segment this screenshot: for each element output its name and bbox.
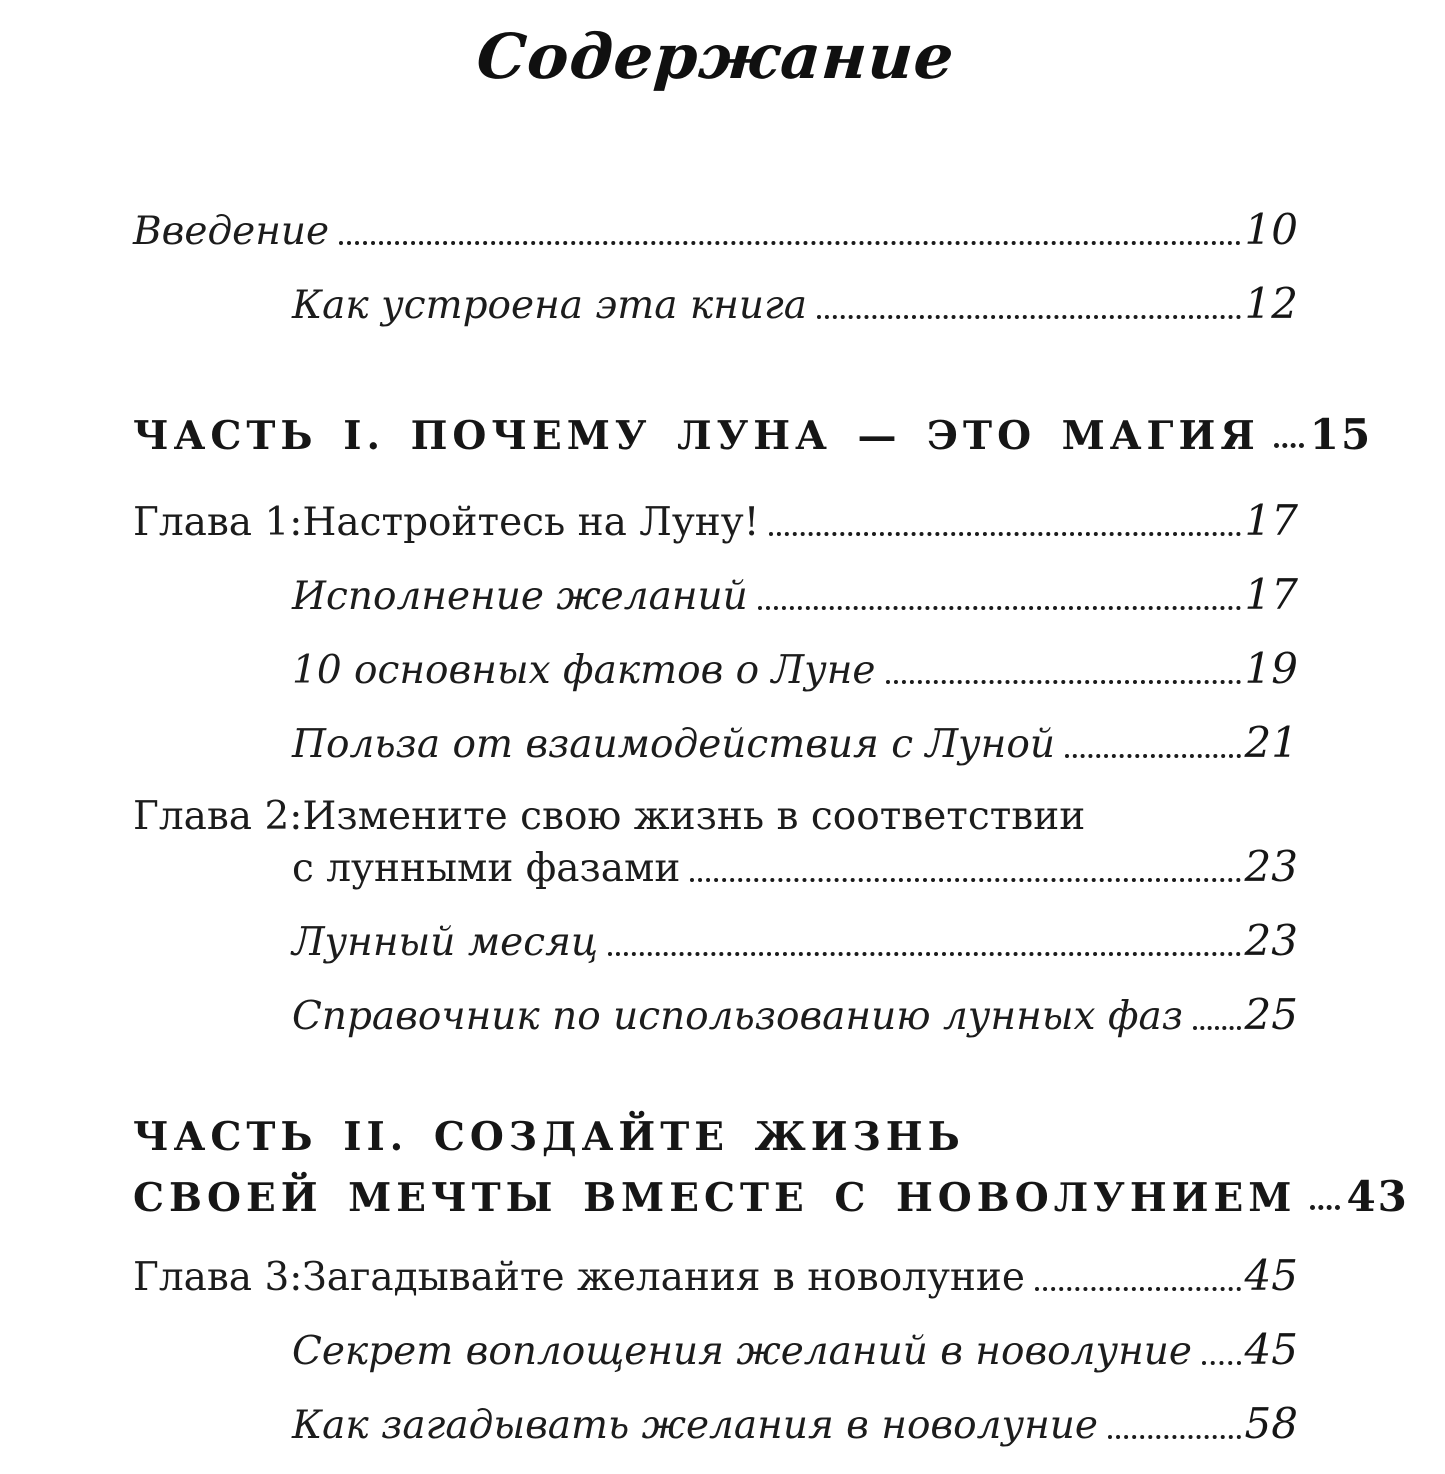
page-number: 10 bbox=[1244, 205, 1298, 254]
dot-leader bbox=[1193, 1026, 1241, 1030]
dot-leader bbox=[1108, 1435, 1241, 1439]
page-number: 19 bbox=[1244, 644, 1298, 693]
page-number: 12 bbox=[1244, 279, 1298, 328]
entry-text: Исполнение желаний bbox=[292, 574, 748, 619]
page-number: 45 bbox=[1244, 1251, 1298, 1300]
entry-text: Введение bbox=[133, 209, 330, 254]
page-number: 43 bbox=[1346, 1172, 1409, 1221]
page-number: 23 bbox=[1244, 916, 1298, 965]
page-number: 17 bbox=[1244, 570, 1298, 619]
entry-text: Справочник по использованию лунных фаз bbox=[292, 994, 1184, 1039]
part-heading-text: ЧАСТЬ II. СОЗДАЙТЕ ЖИЗНЬ bbox=[133, 1114, 965, 1160]
dot-leader bbox=[1065, 754, 1241, 758]
page-number: 17 bbox=[1244, 496, 1298, 545]
toc-row-10-moon-facts bbox=[292, 645, 1298, 695]
toc-row-chapter-2-line1 bbox=[133, 793, 1298, 841]
entry-text: Загадывайте желания в новолуние bbox=[302, 1255, 1025, 1300]
toc-row-part-1 bbox=[133, 410, 1373, 460]
entry-text: Секрет воплощения желаний в новолуние bbox=[292, 1329, 1192, 1374]
part-heading-text: СВОЕЙ МЕЧТЫ ВМЕСТЕ С НОВОЛУНИЕМ bbox=[133, 1175, 1297, 1221]
page-number: 25 bbox=[1244, 990, 1298, 1039]
toc-row-phases-handbook bbox=[292, 991, 1298, 1041]
chapter-label: Глава 3: bbox=[133, 1255, 303, 1300]
toc-row-chapter-3 bbox=[133, 1252, 1298, 1302]
page-title: Содержание bbox=[474, 20, 957, 93]
entry-text: Польза от взаимодействия с Луной bbox=[292, 722, 1055, 767]
dot-leader bbox=[758, 606, 1241, 610]
dot-leader bbox=[817, 315, 1241, 319]
dot-leader bbox=[1035, 1287, 1241, 1291]
entry-text: Измените свою жизнь в соответствии bbox=[302, 794, 1086, 839]
dot-leader bbox=[608, 952, 1240, 956]
toc-row-moon-benefits bbox=[292, 719, 1298, 769]
entry-text: Как загадывать желания в новолуние bbox=[292, 1403, 1098, 1448]
part-heading-text: ЧАСТЬ I. ПОЧЕМУ ЛУНА — ЭТО МАГИЯ bbox=[133, 413, 1260, 459]
toc-row-part-2-line2 bbox=[133, 1172, 1409, 1222]
entry-text: с лунными фазами bbox=[292, 846, 681, 891]
page-number: 15 bbox=[1309, 410, 1373, 459]
entry-text: Лунный месяц bbox=[292, 920, 599, 965]
dot-leader bbox=[769, 532, 1240, 536]
dot-leader bbox=[886, 680, 1241, 684]
chapter-label: Глава 2: bbox=[133, 794, 303, 839]
dot-leader bbox=[1274, 443, 1304, 448]
page-number: 23 bbox=[1244, 842, 1298, 891]
page-number: 58 bbox=[1244, 1399, 1298, 1448]
dot-leader bbox=[339, 241, 1240, 245]
page-number: 45 bbox=[1244, 1325, 1298, 1374]
table-of-contents bbox=[133, 98, 1409, 1474]
toc-row-how-to-wish bbox=[292, 1400, 1298, 1450]
toc-row-wish-fulfillment bbox=[292, 571, 1298, 621]
toc-row-lunar-month bbox=[292, 917, 1298, 967]
toc-row-part-2-line1 bbox=[133, 1113, 1298, 1161]
toc-row-chapter-2-line2 bbox=[133, 843, 1298, 893]
dot-leader bbox=[1310, 1205, 1340, 1210]
toc-row-introduction bbox=[133, 206, 1298, 256]
toc-row-chapter-1 bbox=[133, 497, 1298, 547]
dot-leader bbox=[1202, 1361, 1241, 1365]
toc-row-new-moon-secret bbox=[292, 1326, 1298, 1376]
toc-row-how-book-works bbox=[292, 280, 1298, 330]
dot-leader bbox=[690, 878, 1240, 882]
page-number: 21 bbox=[1244, 718, 1298, 767]
entry-text: Как устроена эта книга bbox=[292, 283, 807, 328]
entry-text: 10 основных фактов о Луне bbox=[292, 648, 876, 693]
chapter-label: Глава 1: bbox=[133, 500, 303, 545]
entry-text: Настройтесь на Луну! bbox=[302, 500, 760, 545]
